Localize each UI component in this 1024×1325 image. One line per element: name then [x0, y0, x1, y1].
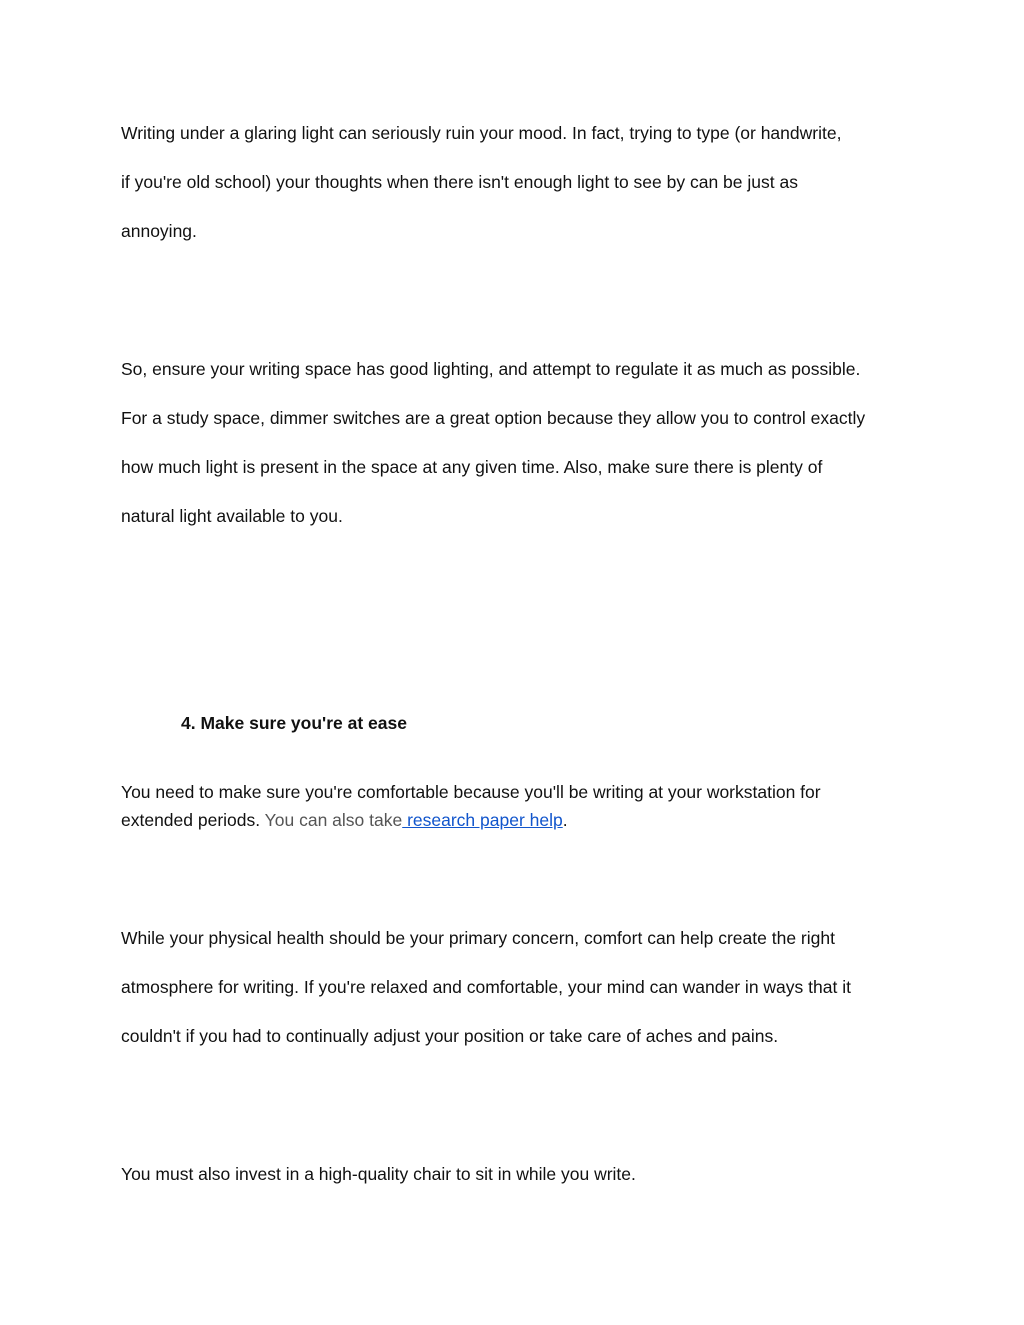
- paragraph-3-line-2: [121, 808, 568, 832]
- paragraph-5-line-1: You must also invest in a high-quality chair to sit in while you write.: [121, 1164, 636, 1184]
- paragraph-3-text: extended periods.: [121, 810, 261, 830]
- paragraph-3-period: .: [562, 810, 568, 830]
- paragraph-3-line-1: You need to make sure you're comfortable because you'll be writing at your workstation for: [121, 782, 821, 802]
- paragraph-2-line-3: how much light is present in the space at any given time. Also, make sure there is plenty of: [121, 457, 823, 477]
- paragraph-2-line-4: natural light available to you.: [121, 506, 343, 526]
- paragraph-4-line-3: couldn't if you had to continually adjust your position or take care of aches and pains.: [121, 1026, 779, 1046]
- research-paper-help-link[interactable]: research paper help: [402, 810, 563, 830]
- paragraph-1-line-3: annoying.: [121, 221, 197, 241]
- paragraph-2-line-1: So, ensure your writing space has good lighting, and attempt to regulate it as much as possible.: [121, 359, 861, 379]
- paragraph-4-line-2: atmosphere for writing. If you're relaxed and comfortable, your mind can wander in ways that it: [121, 977, 851, 997]
- paragraph-3-muted-text: You can also take: [260, 810, 403, 830]
- paragraph-1-line-2: if you're old school) your thoughts when there isn't enough light to see by can be just as: [121, 172, 798, 192]
- paragraph-4-line-1: While your physical health should be your primary concern, comfort can help create the right: [121, 928, 835, 948]
- paragraph-1-line-1: Writing under a glaring light can seriously ruin your mood. In fact, trying to type (or handwrite,: [121, 123, 842, 143]
- paragraph-2-line-2: For a study space, dimmer switches are a great option because they allow you to control exactly: [121, 408, 866, 428]
- section-heading: 4. Make sure you're at ease: [181, 713, 407, 733]
